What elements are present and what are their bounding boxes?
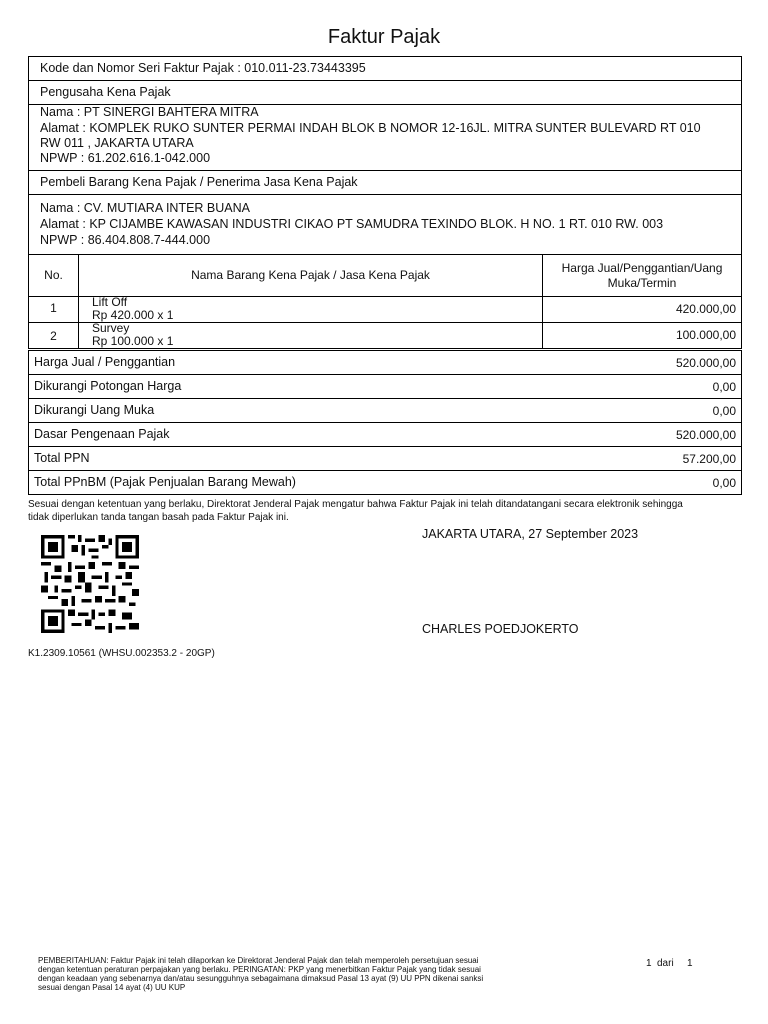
seller-npwp: NPWP : 61.202.616.1-042.000 (40, 151, 211, 165)
reference-code: K1.2309.10561 (WHSU.002353.2 - 20GP) (28, 648, 215, 659)
qr-code-icon (38, 535, 142, 633)
row-item-name: Survey (92, 321, 130, 335)
page-total: 1 (687, 958, 693, 969)
buyer-nama: Nama : CV. MUTIARA INTER BUANA (40, 201, 250, 215)
e-sign-notice-1: Sesuai dengan ketentuan yang berlaku, Direktorat Jenderal Pajak mengatur bahwa Faktur Pajak ini telah ditandatangani secara elektronik sehingga (28, 499, 683, 510)
total-value: 0,00 (712, 380, 736, 394)
row-amount: 420.000,00 (675, 302, 736, 316)
e-sign-notice-2: tidak diperlukan tanda tangan basah pada Faktur Pajak ini. (28, 512, 289, 523)
col-header-nama: Nama Barang Kena Pajak / Jasa Kena Pajak (191, 268, 430, 282)
row-amount: 100.000,00 (675, 328, 736, 342)
col-header-harga-1: Harga Jual/Penggantian/Uang (561, 261, 723, 275)
row-item-detail: Rp 100.000 x 1 (92, 334, 174, 348)
seller-alamat-2: RW 011 , JAKARTA UTARA (40, 136, 194, 150)
col-header-no: No. (44, 268, 63, 282)
total-label: Dikurangi Potongan Harga (34, 379, 182, 393)
total-label: Dasar Pengenaan Pajak (34, 427, 170, 441)
kode-seri: Kode dan Nomor Seri Faktur Pajak : 010.011-23.73443395 (40, 61, 366, 75)
total-label: Dikurangi Uang Muka (34, 403, 155, 417)
total-label: Total PPN (34, 451, 90, 465)
footer-notice-4: sesuai dengan Pasal 14 ayat (4) UU KUP (38, 983, 186, 992)
signer-name: CHARLES POEDJOKERTO (422, 622, 579, 636)
total-value: 520.000,00 (675, 428, 736, 442)
footer-notice-2: dengan ketentuan peraturan perpajakan yang berlaku. PERINGATAN: PKP yang menerbitkan Faktur Pajak yang tidak sesuai (38, 965, 481, 974)
buyer-npwp: NPWP : 86.404.808.7-444.000 (40, 233, 211, 247)
seller-alamat-1: Alamat : KOMPLEK RUKO SUNTER PERMAI INDAH BLOK B NOMOR 12-16JL. MITRA SUNTER BULEVARD RT 010 (40, 121, 701, 135)
row-no: 1 (50, 301, 57, 315)
row-item-name: Lift Off (92, 295, 128, 309)
document-title: Faktur Pajak (327, 26, 441, 48)
page-of: dari (657, 958, 674, 969)
total-value: 57.200,00 (682, 452, 736, 466)
total-label: Total PPnBM (Pajak Penjualan Barang Mewah) (34, 475, 296, 489)
footer-notice-3: dengan keadaan yang sebenarnya dan/atau sesungguhnya sebagaimana dimaksud Pasal 13 ayat (9) UU PPN dikenai sanksi (38, 974, 484, 983)
col-header-harga-2: Muka/Termin (607, 276, 677, 290)
seller-nama: Nama : PT SINERGI BAHTERA MITRA (40, 105, 259, 119)
total-value: 0,00 (712, 404, 736, 418)
row-no: 2 (50, 329, 57, 343)
page-current: 1 (646, 958, 652, 969)
buyer-alamat: Alamat : KP CIJAMBE KAWASAN INDUSTRI CIKAO PT SAMUDRA TEXINDO BLOK. H NO. 1 RT. 010 RW. 003 (40, 217, 664, 231)
total-value: 520.000,00 (675, 356, 736, 370)
row-item-detail: Rp 420.000 x 1 (92, 308, 174, 322)
footer-notice-1: PEMBERITAHUAN: Faktur Pajak ini telah dilaporkan ke Direktorat Jenderal Pajak dan telah memperoleh persetujuan sesuai (38, 956, 479, 965)
total-value: 0,00 (712, 476, 736, 490)
pkp-label: Pengusaha Kena Pajak (40, 85, 171, 99)
buyer-section-label: Pembeli Barang Kena Pajak / Penerima Jasa Kena Pajak (40, 175, 358, 189)
total-label: Harga Jual / Penggantian (34, 355, 176, 369)
place-date: JAKARTA UTARA, 27 September 2023 (422, 527, 639, 541)
